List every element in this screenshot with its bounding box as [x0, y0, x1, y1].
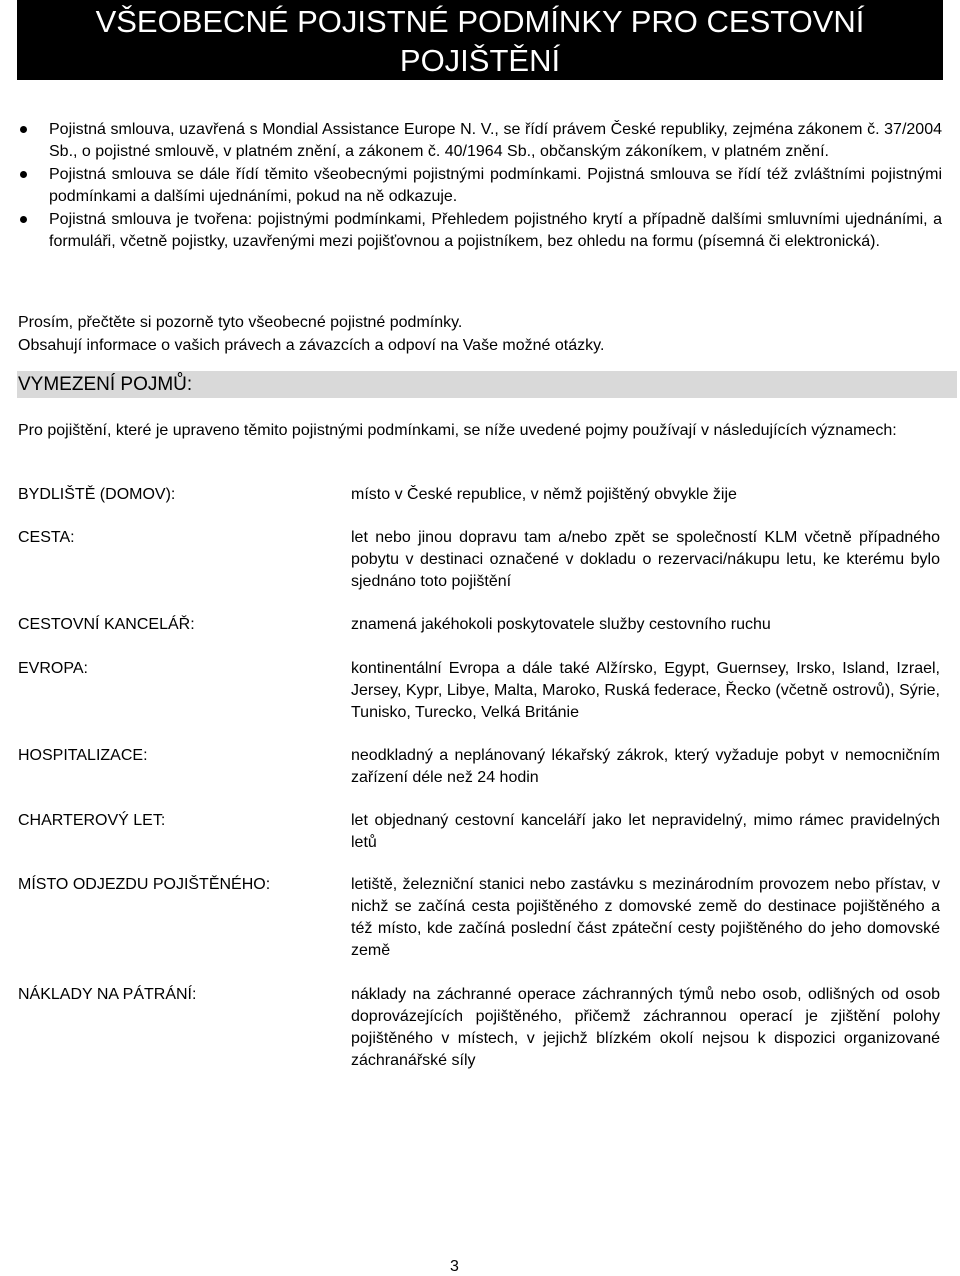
definition-term: HOSPITALIZACE: [18, 747, 148, 764]
bullet-dot-icon [20, 171, 27, 178]
section-heading: VYMEZENÍ POJMŮ: [17, 371, 957, 398]
definition-term: CESTA: [18, 529, 75, 546]
page-number: 3 [450, 1258, 459, 1275]
definition-term: CHARTEROVÝ LET: [18, 812, 166, 829]
definition-description: let objednaný cestovní kanceláří jako let nepravidelný, mimo rámec pravidelných letů [351, 812, 940, 851]
document-title [17, 0, 943, 80]
definition-description: kontinentální Evropa a dále také Alžírsko, Egypt, Guernsey, Irsko, Island, Izrael, Jersey, Kypr, Libye, Malta, Maroko, Ruská federace, Řecko (včetně ostrovů), Sýrie, Tunisko, Turecko, Velká Británie [351, 660, 940, 721]
notice-line-1: Prosím, přečtěte si pozorně tyto všeobecné pojistné podmínky. [18, 314, 463, 331]
definition-term: EVROPA: [18, 660, 88, 677]
title-line-1: VŠEOBECNÉ POJISTNÉ PODMÍNKY PRO CESTOVNÍ [95, 4, 865, 39]
reading-notice [18, 311, 942, 357]
definition-term: MÍSTO ODJEZDU POJIŠTĚNÉHO: [18, 876, 271, 893]
bullet-dot-icon [20, 216, 27, 223]
definition-term: BYDLIŠTĚ (DOMOV): [18, 486, 176, 503]
bullet-dot-icon [20, 126, 27, 133]
title-line-2: POJIŠTĚNÍ [399, 43, 561, 78]
notice-line-2: Obsahují informace o vašich právech a závazcích a odpoví na Vaše možné otázky. [18, 337, 605, 354]
intro-bullet-list [18, 119, 942, 252]
definition-description: letiště, železniční stanici nebo zastávku s mezinárodním provozem nebo přístav, v nichž se začíná cesta pojištěného z domovské země do destinace pojištěného a též místo, kde začíná poslední část zpáteční cesty pojištěného do jeho domovské země [351, 876, 940, 959]
bullet-item: Pojistná smlouva je tvořena: pojistnými podmínkami, Přehledem pojistného krytí a případně dalšími smluvními ujednáními, a formuláři, včetně pojistky, uzavřenými mezi pojišťovnou a pojistníkem, bez ohledu na formu (písemná či elektronická). [18, 209, 942, 252]
definition-term: NÁKLADY NA PÁTRÁNÍ: [18, 986, 197, 1003]
definition-description: let nebo jinou dopravu tam a/nebo zpět se společností KLM včetně případného pobytu v destinaci označené v dokladu o rezervaci/nákupu letu, ke kterému bylo sjednáno toto pojištění [351, 529, 940, 590]
bullet-item: Pojistná smlouva se dále řídí těmito všeobecnými pojistnými podmínkami. Pojistná smlouva se řídí též zvláštními pojistnými podmínkami a dalšími ujednáními, pokud na ně odkazuje. [18, 164, 942, 207]
definition-description: náklady na záchranné operace záchranných týmů nebo osob, odlišných od osob doprovázejících pojištěného, přičemž záchrannou operací je zjištění polohy pojištěného v místech, v jejichž blízkém okolí nejsou k dispozici organizované záchranářské síly [351, 986, 940, 1069]
definition-term: CESTOVNÍ KANCELÁŘ: [18, 616, 195, 633]
definition-description: místo v České republice, v němž pojištěný obvykle žije [351, 486, 737, 503]
bullet-item: Pojistná smlouva, uzavřená s Mondial Assistance Europe N. V., se řídí právem České republiky, zejména zákonem č. 37/2004 Sb., o pojistné smlouvě, v platném znění, a zákonem č. 40/1964 Sb., občanským zákoníkem, v platném znění. [18, 119, 942, 162]
definition-description: znamená jakéhokoli poskytovatele služby cestovního ruchu [351, 616, 771, 633]
definition-description: neodkladný a neplánovaný lékařský zákrok, který vyžaduje pobyt v nemocničním zařízení déle než 24 hodin [351, 747, 940, 786]
section-intro: Pro pojištění, které je upraveno těmito pojistnými podmínkami, se níže uvedené pojmy používají v následujících významech: [18, 422, 897, 439]
